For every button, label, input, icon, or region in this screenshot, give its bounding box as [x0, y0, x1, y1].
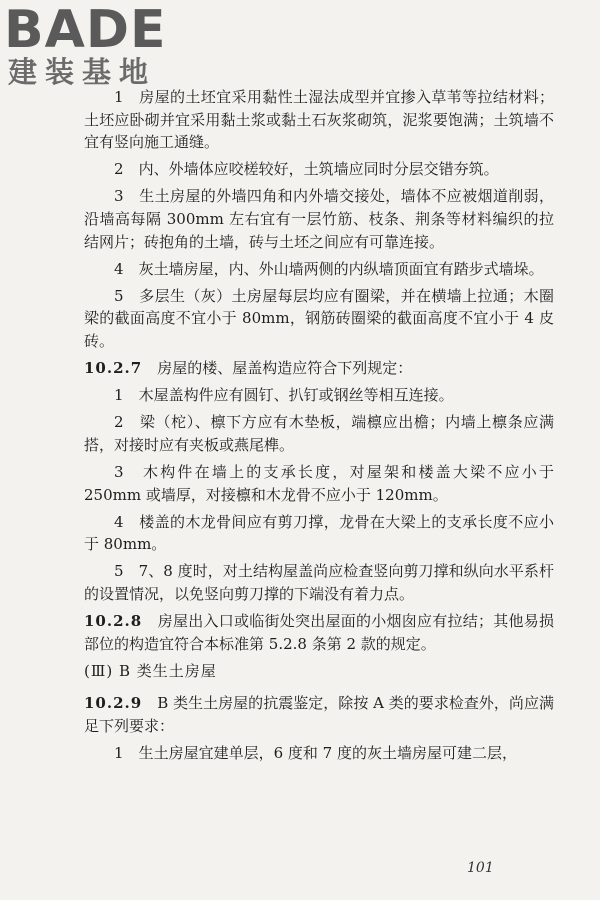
article-text: 房屋出入口或临街处突出屋面的小烟囱应有拉结；其他易损部位的构造宜符合本标准第 5.2.8 条第 2 款的规定。	[84, 611, 554, 653]
section-heading	[84, 660, 554, 683]
item-text: 生土房屋宜建单层，6 度和 7 度的灰土墙房屋可建二层，	[138, 743, 517, 762]
document-page	[84, 86, 554, 769]
clause-item	[84, 461, 554, 506]
article-text: 房屋的楼、屋盖构造应符合下列规定：	[157, 359, 413, 378]
section-number: (Ⅲ)	[84, 661, 114, 680]
item-text: 内、外墙体应咬槎较好，土筑墙应同时分层交错夯筑。	[138, 160, 499, 179]
item-text: 楼盖的木龙骨间应有剪刀撑，龙骨在大梁上的支承长度不应小于 80mm。	[84, 512, 554, 554]
article-10-2-9	[84, 692, 554, 737]
item-number: 3	[114, 187, 124, 206]
item-number: 1	[114, 743, 124, 762]
item-text: 生土房屋的外墙四角和内外墙交接处，墙体不应被烟道削弱，沿墙高每隔 300mm 左右宜有一层竹筋、枝条、荆条等材料编织的拉结网片；砖抱角的土墙，砖与土坯之间应有可靠连接。	[84, 187, 554, 251]
item-number: 2	[114, 160, 124, 179]
item-text: 灰土墙房屋，内、外山墙两侧的内纵墙顶面宜有踏步式墙垛。	[138, 259, 544, 278]
clause-item	[84, 384, 554, 407]
logo-subtitle: 建装基地	[8, 55, 157, 89]
clause-item	[84, 185, 554, 253]
section-title: B 类生土房屋	[118, 661, 217, 680]
clause-item	[84, 258, 554, 281]
item-text: 木屋盖构件应有圆钉、扒钉或钢丝等相互连接。	[138, 386, 454, 405]
clause-item	[84, 158, 554, 181]
item-text: 梁（柁）、檩下方应有木垫板，端檩应出檐；内墙上檩条应满搭，对接时应有夹板或燕尾榫。	[84, 413, 554, 454]
clause-item	[84, 411, 554, 456]
page-number: 101	[467, 860, 494, 876]
article-text: B 类生土房屋的抗震鉴定，除按 A 类的要求检查外，尚应满足下列要求：	[84, 694, 554, 735]
clause-item	[84, 511, 554, 556]
bade-logo	[4, 2, 179, 92]
article-10-2-8	[84, 610, 554, 655]
item-text: 7、8 度时，对土结构屋盖尚应检查竖向剪刀撑和纵向水平系杆的设置情况，以免竖向剪刀撑的下端没有着力点。	[84, 562, 554, 603]
clause-item	[84, 285, 554, 353]
item-number: 3	[114, 462, 124, 481]
item-number: 1	[114, 386, 124, 405]
article-10-2-7	[84, 357, 554, 380]
article-number: 10.2.7	[84, 359, 143, 378]
item-number: 4	[114, 259, 124, 278]
clause-item	[84, 742, 554, 765]
item-text: 房屋的土坯宜采用黏性土湿法成型并宜掺入草苇等拉结材料；土坯应卧砌并宜采用黏土浆或黏土石灰浆砌筑，泥浆要饱满；土筑墙不宜有竖向施工通缝。	[84, 88, 554, 152]
item-number: 2	[114, 413, 124, 432]
clause-item	[84, 86, 554, 154]
article-number: 10.2.8	[84, 611, 143, 630]
article-number: 10.2.9	[84, 694, 143, 713]
item-text: 多层生（灰）土房屋每层均应有圈梁，并在横墙上拉通；木圈梁的截面高度不宜小于 80mm，钢筋砖圈梁的截面高度不宜小于 4 皮砖。	[84, 286, 554, 350]
item-text: 木构件在墙上的支承长度，对屋架和楼盖大梁不应小于 250mm 或墙厚，对接檩和木龙骨不应小于 120mm。	[84, 462, 554, 504]
item-number: 1	[114, 88, 124, 106]
logo-word: BADE	[4, 0, 167, 60]
item-number: 4	[114, 512, 124, 531]
item-number: 5	[114, 562, 124, 581]
item-number: 5	[114, 286, 124, 305]
clause-item	[84, 560, 554, 605]
